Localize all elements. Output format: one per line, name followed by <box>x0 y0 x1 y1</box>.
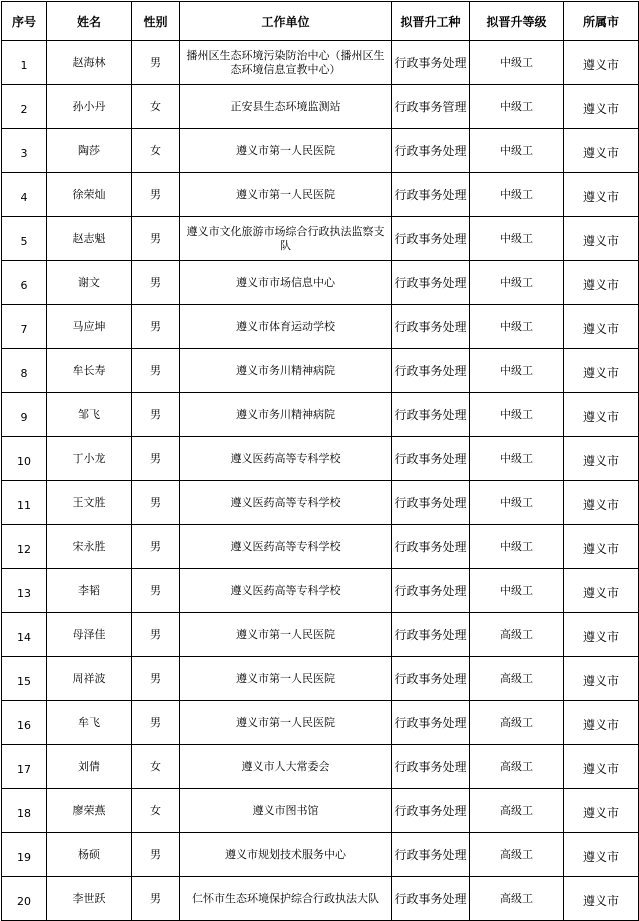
person-name: 王文胜 <box>47 481 132 525</box>
work-unit: 播州区生态环境污染防治中心（播州区生态环境信息宣教中心） <box>180 41 392 85</box>
work-unit: 遵义医药高等专科学校 <box>180 569 392 613</box>
job-type: 行政事务处理 <box>392 481 470 525</box>
person-name: 赵海林 <box>47 41 132 85</box>
gender: 男 <box>132 701 180 745</box>
job-type: 行政事务处理 <box>392 701 470 745</box>
job-level: 中级工 <box>470 349 564 393</box>
row-number: 16 <box>2 701 47 745</box>
row-number: 2 <box>2 85 47 129</box>
row-number: 11 <box>2 481 47 525</box>
table-row <box>2 217 639 261</box>
row-number: 3 <box>2 129 47 173</box>
city: 遵义市 <box>564 613 639 657</box>
job-level: 中级工 <box>470 85 564 129</box>
job-type: 行政事务处理 <box>392 745 470 789</box>
table-row <box>2 261 639 305</box>
job-level: 高级工 <box>470 833 564 877</box>
job-level: 高级工 <box>470 613 564 657</box>
work-unit: 遵义医药高等专科学校 <box>180 481 392 525</box>
city: 遵义市 <box>564 701 639 745</box>
gender: 男 <box>132 349 180 393</box>
table-row <box>2 129 639 173</box>
row-number: 7 <box>2 305 47 349</box>
person-name: 宋永胜 <box>47 525 132 569</box>
person-name: 李韬 <box>47 569 132 613</box>
table-row <box>2 701 639 745</box>
gender: 男 <box>132 41 180 85</box>
row-number: 9 <box>2 393 47 437</box>
job-level: 高级工 <box>470 745 564 789</box>
job-type: 行政事务处理 <box>392 261 470 305</box>
person-name: 马应坤 <box>47 305 132 349</box>
row-number: 10 <box>2 437 47 481</box>
table-row <box>2 41 639 85</box>
city: 遵义市 <box>564 525 639 569</box>
table-row <box>2 349 639 393</box>
job-level: 中级工 <box>470 305 564 349</box>
person-name: 母泽佳 <box>47 613 132 657</box>
person-name: 徐荣灿 <box>47 173 132 217</box>
city: 遵义市 <box>564 173 639 217</box>
table-row <box>2 833 639 877</box>
work-unit: 遵义医药高等专科学校 <box>180 437 392 481</box>
job-level: 高级工 <box>470 789 564 833</box>
city: 遵义市 <box>564 129 639 173</box>
job-type: 行政事务处理 <box>392 613 470 657</box>
job-type: 行政事务处理 <box>392 41 470 85</box>
job-level: 中级工 <box>470 41 564 85</box>
city: 遵义市 <box>564 217 639 261</box>
gender: 男 <box>132 525 180 569</box>
work-unit: 遵义市第一人民医院 <box>180 173 392 217</box>
table-row <box>2 525 639 569</box>
person-name: 李世跃 <box>47 877 132 921</box>
city: 遵义市 <box>564 569 639 613</box>
personnel-table <box>1 1 639 921</box>
row-number: 6 <box>2 261 47 305</box>
header-cell: 所属市 <box>564 2 639 41</box>
job-type: 行政事务处理 <box>392 349 470 393</box>
person-name: 廖荣燕 <box>47 789 132 833</box>
row-number: 19 <box>2 833 47 877</box>
work-unit: 遵义市文化旅游市场综合行政执法监察支队 <box>180 217 392 261</box>
city: 遵义市 <box>564 393 639 437</box>
work-unit: 遵义市规划技术服务中心 <box>180 833 392 877</box>
job-level: 中级工 <box>470 261 564 305</box>
job-level: 中级工 <box>470 569 564 613</box>
work-unit: 遵义市第一人民医院 <box>180 701 392 745</box>
job-type: 行政事务处理 <box>392 437 470 481</box>
gender: 男 <box>132 173 180 217</box>
job-level: 中级工 <box>470 525 564 569</box>
header-cell: 拟晋升工种 <box>392 2 470 41</box>
person-name: 陶莎 <box>47 129 132 173</box>
table-row <box>2 569 639 613</box>
table-row <box>2 305 639 349</box>
gender: 女 <box>132 85 180 129</box>
gender: 男 <box>132 481 180 525</box>
job-type: 行政事务处理 <box>392 393 470 437</box>
city: 遵义市 <box>564 877 639 921</box>
work-unit: 遵义市务川精神病院 <box>180 393 392 437</box>
work-unit: 遵义市体育运动学校 <box>180 305 392 349</box>
work-unit: 遵义市第一人民医院 <box>180 129 392 173</box>
gender: 女 <box>132 129 180 173</box>
person-name: 孙小丹 <box>47 85 132 129</box>
person-name: 牟飞 <box>47 701 132 745</box>
header-row <box>2 2 639 41</box>
gender: 男 <box>132 613 180 657</box>
person-name: 邹飞 <box>47 393 132 437</box>
row-number: 5 <box>2 217 47 261</box>
gender: 男 <box>132 569 180 613</box>
city: 遵义市 <box>564 833 639 877</box>
table-row <box>2 745 639 789</box>
header-cell: 性别 <box>132 2 180 41</box>
gender: 男 <box>132 657 180 701</box>
person-name: 丁小龙 <box>47 437 132 481</box>
work-unit: 正安县生态环境监测站 <box>180 85 392 129</box>
job-type: 行政事务处理 <box>392 525 470 569</box>
work-unit: 遵义市人大常委会 <box>180 745 392 789</box>
table-row <box>2 437 639 481</box>
row-number: 20 <box>2 877 47 921</box>
job-type: 行政事务处理 <box>392 173 470 217</box>
person-name: 牟长寿 <box>47 349 132 393</box>
gender: 男 <box>132 217 180 261</box>
city: 遵义市 <box>564 789 639 833</box>
city: 遵义市 <box>564 41 639 85</box>
job-level: 高级工 <box>470 877 564 921</box>
job-level: 中级工 <box>470 437 564 481</box>
table-row <box>2 613 639 657</box>
job-level: 高级工 <box>470 657 564 701</box>
work-unit: 仁怀市生态环境保护综合行政执法大队 <box>180 877 392 921</box>
header-cell: 序号 <box>2 2 47 41</box>
job-level: 中级工 <box>470 173 564 217</box>
work-unit: 遵义市第一人民医院 <box>180 613 392 657</box>
job-level: 高级工 <box>470 701 564 745</box>
city: 遵义市 <box>564 481 639 525</box>
job-type: 行政事务处理 <box>392 129 470 173</box>
person-name: 刘倩 <box>47 745 132 789</box>
city: 遵义市 <box>564 437 639 481</box>
row-number: 15 <box>2 657 47 701</box>
city: 遵义市 <box>564 349 639 393</box>
header-cell: 拟晋升等级 <box>470 2 564 41</box>
table-row <box>2 173 639 217</box>
table-row <box>2 481 639 525</box>
gender: 男 <box>132 393 180 437</box>
work-unit: 遵义市第一人民医院 <box>180 657 392 701</box>
city: 遵义市 <box>564 85 639 129</box>
header-cell: 工作单位 <box>180 2 392 41</box>
job-type: 行政事务处理 <box>392 789 470 833</box>
gender: 男 <box>132 833 180 877</box>
work-unit: 遵义市市场信息中心 <box>180 261 392 305</box>
person-name: 周祥波 <box>47 657 132 701</box>
job-type: 行政事务处理 <box>392 305 470 349</box>
job-level: 中级工 <box>470 481 564 525</box>
row-number: 13 <box>2 569 47 613</box>
job-type: 行政事务管理 <box>392 85 470 129</box>
city: 遵义市 <box>564 657 639 701</box>
job-type: 行政事务处理 <box>392 657 470 701</box>
row-number: 1 <box>2 41 47 85</box>
job-type: 行政事务处理 <box>392 877 470 921</box>
city: 遵义市 <box>564 261 639 305</box>
gender: 男 <box>132 437 180 481</box>
person-name: 赵志魁 <box>47 217 132 261</box>
city: 遵义市 <box>564 745 639 789</box>
work-unit: 遵义医药高等专科学校 <box>180 525 392 569</box>
table-row <box>2 393 639 437</box>
job-type: 行政事务处理 <box>392 833 470 877</box>
job-type: 行政事务处理 <box>392 217 470 261</box>
row-number: 12 <box>2 525 47 569</box>
gender: 男 <box>132 261 180 305</box>
row-number: 18 <box>2 789 47 833</box>
person-name: 杨硕 <box>47 833 132 877</box>
job-level: 中级工 <box>470 129 564 173</box>
header-cell: 姓名 <box>47 2 132 41</box>
work-unit: 遵义市务川精神病院 <box>180 349 392 393</box>
row-number: 17 <box>2 745 47 789</box>
table-row <box>2 657 639 701</box>
gender: 男 <box>132 877 180 921</box>
gender: 女 <box>132 745 180 789</box>
row-number: 4 <box>2 173 47 217</box>
row-number: 8 <box>2 349 47 393</box>
row-number: 14 <box>2 613 47 657</box>
table-row <box>2 877 639 921</box>
job-type: 行政事务处理 <box>392 569 470 613</box>
city: 遵义市 <box>564 305 639 349</box>
person-name: 谢文 <box>47 261 132 305</box>
table-row <box>2 85 639 129</box>
gender: 男 <box>132 305 180 349</box>
job-level: 中级工 <box>470 393 564 437</box>
work-unit: 遵义市图书馆 <box>180 789 392 833</box>
gender: 女 <box>132 789 180 833</box>
job-level: 中级工 <box>470 217 564 261</box>
